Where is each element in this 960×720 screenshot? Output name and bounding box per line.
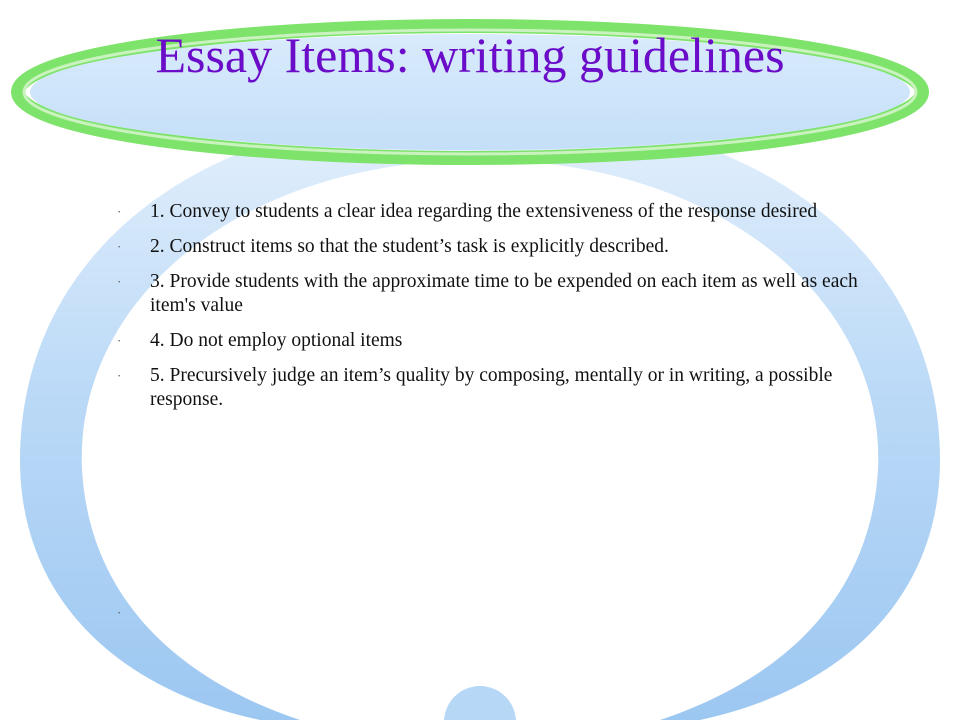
list-item [112,200,872,224]
bottom-circle-shape [444,686,516,720]
list-item [112,270,872,318]
bullet-marker: · [117,204,122,219]
bullet-marker: · [117,333,122,348]
list-item [112,364,872,412]
list-item-text: 4. Do not employ optional items [150,330,403,351]
slide-title: Essay Items: writing guidelines [155,27,785,83]
list-item-text: 1. Convey to students a clear idea regarding the extensiveness of the response desired [150,201,818,222]
list-item-text: 3. Provide students with the approximate time to be expended on each item as well as each item's value [150,271,858,316]
bullet-marker: · [117,274,122,289]
list-item [112,235,872,259]
list-item-text: 5. Precursively judge an item’s quality by composing, mentally or in writing, a possible response. [150,365,833,410]
list-item-text: 2. Construct items so that the student’s task is explicitly described. [150,236,669,257]
empty-bullet-marker: · [117,605,122,620]
bullet-marker: · [117,239,122,254]
list-item [112,329,872,353]
bullet-marker: · [117,368,122,383]
bullet-list [112,200,872,423]
